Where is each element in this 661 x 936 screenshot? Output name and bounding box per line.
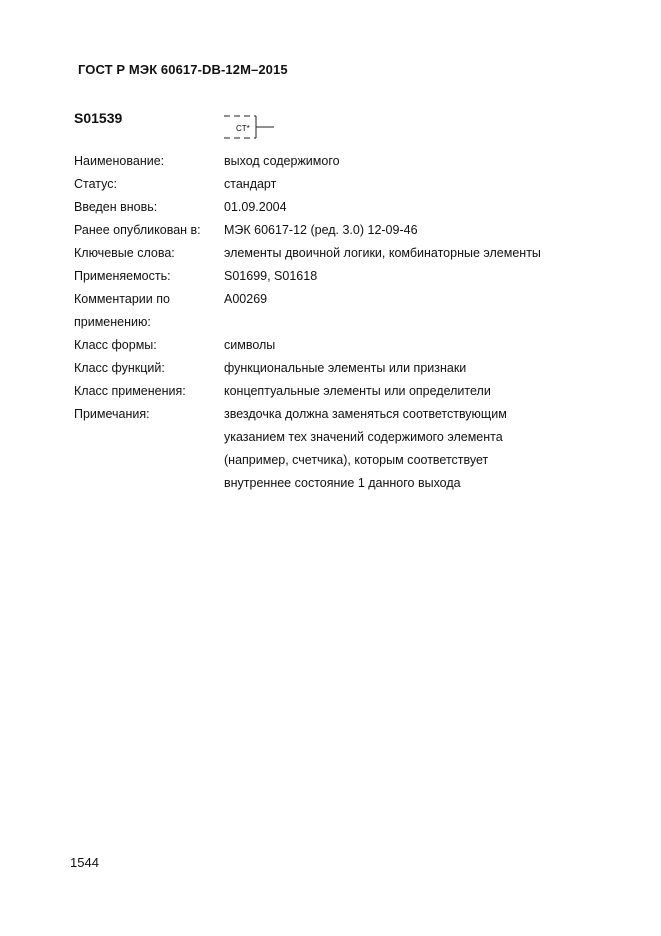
attribute-label: Класс функций:	[74, 361, 165, 375]
attribute-value-line: МЭК 60617-12 (ред. 3.0) 12-09-46	[224, 223, 418, 237]
attribute-row	[74, 265, 594, 288]
attribute-label: Примечания:	[74, 407, 150, 421]
attribute-value	[224, 403, 594, 495]
attribute-value-line: выход содержимого	[224, 154, 340, 168]
attribute-value	[224, 265, 594, 288]
attribute-label: Комментарии по применению:	[74, 292, 170, 329]
attribute-value-line: A00269	[224, 292, 268, 306]
attribute-row	[74, 288, 594, 334]
attribute-value-line: внутреннее состояние 1 данного выхода	[224, 476, 461, 490]
attribute-label: Статус:	[74, 177, 117, 191]
attribute-value-line: 01.09.2004	[224, 200, 287, 214]
attribute-label: Введен вновь:	[74, 200, 158, 214]
attribute-label: Класс применения:	[74, 384, 186, 398]
attribute-value	[224, 150, 594, 173]
symbol-graphic-label: CT*	[236, 124, 250, 133]
attribute-value-line: указанием тех значений содержимого элемента	[224, 430, 503, 444]
attribute-value-line: (например, счетчика), которым соответствует	[224, 453, 489, 467]
standard-title: ГОСТ Р МЭК 60617-DB-12M–2015	[78, 62, 288, 77]
attribute-value	[224, 173, 594, 196]
attribute-list	[74, 150, 594, 495]
attribute-row	[74, 403, 594, 495]
attribute-value	[224, 357, 594, 380]
attribute-label: Наименование:	[74, 154, 165, 168]
attribute-row	[74, 380, 594, 403]
symbol-id: S01539	[74, 110, 123, 126]
attribute-label: Класс формы:	[74, 338, 157, 352]
attribute-value-line: концептуальные элементы или определители	[224, 384, 491, 398]
attribute-label: Применяемость:	[74, 269, 171, 283]
attribute-label: Ранее опубликован в:	[74, 223, 201, 237]
attribute-value-line: стандарт	[224, 177, 277, 191]
attribute-value-line: символы	[224, 338, 276, 352]
page-number: 1544	[70, 855, 99, 870]
attribute-value-line: звездочка должна заменяться соответствующим	[224, 407, 507, 421]
attribute-value-line: S01699, S01618	[224, 269, 318, 283]
attribute-value-line: функциональные элементы или признаки	[224, 361, 467, 375]
attribute-row	[74, 334, 594, 357]
attribute-value-line: элементы двоичной логики, комбинаторные элементы	[224, 246, 541, 260]
attribute-row	[74, 242, 594, 265]
attribute-row	[74, 219, 594, 242]
attribute-row	[74, 173, 594, 196]
attribute-value	[224, 334, 594, 357]
attribute-value	[224, 219, 594, 242]
attribute-value	[224, 288, 594, 334]
attribute-value	[224, 242, 594, 265]
attribute-value	[224, 380, 594, 403]
attribute-label: Ключевые слова:	[74, 246, 175, 260]
attribute-row	[74, 150, 594, 173]
attribute-row	[74, 196, 594, 219]
symbol-graphic	[222, 112, 282, 142]
attribute-value	[224, 196, 594, 219]
attribute-row	[74, 357, 594, 380]
